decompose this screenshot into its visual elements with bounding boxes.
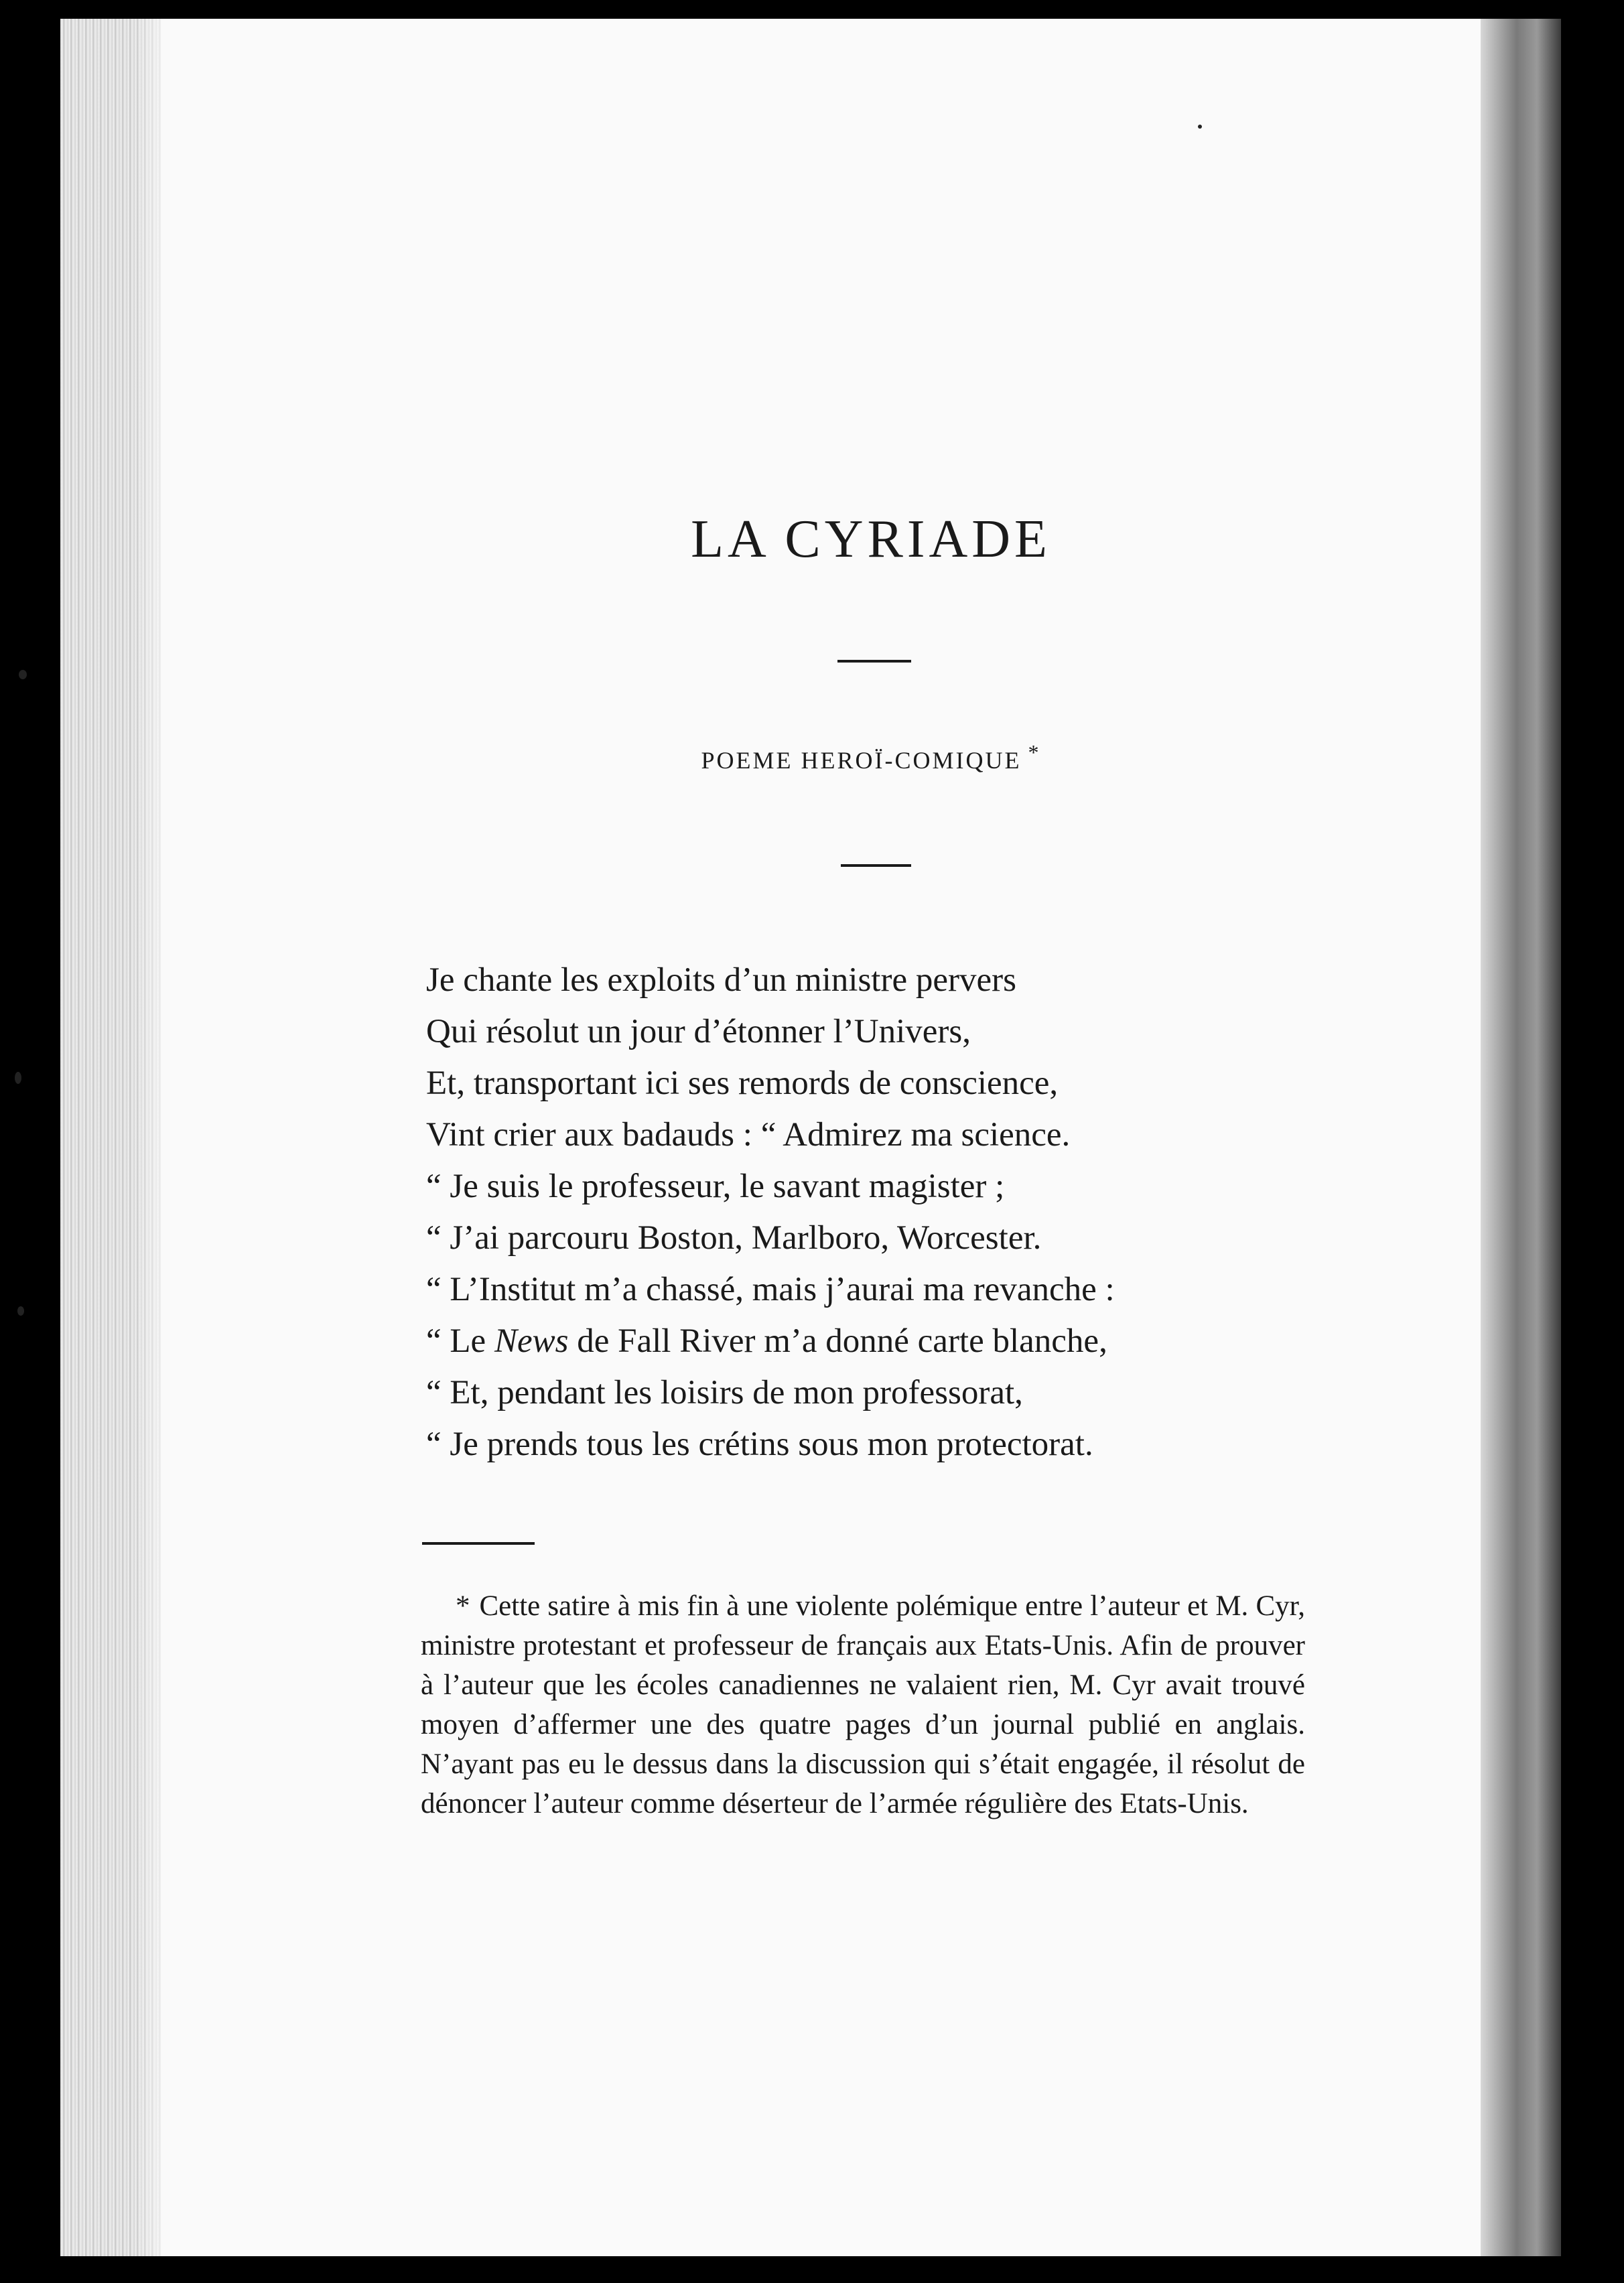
title-rule [837,660,911,663]
poem-line [426,1316,1297,1367]
poem-line: Et, transportant ici ses remords de conscience, [426,1064,1059,1102]
newspaper-title: News [494,1322,569,1360]
book-spine-shadow [1481,19,1561,2256]
footnote-text: Cette satire à mis fin à une violente polémique entre l’auteur et M. Cyr, ministre protestant et professeur de français aux Etats-Unis. Afin de prouver à l’auteur que les écoles canadiennes ne valaient rien, M. Cyr avait trouvé moyen d’affermer une des quatre pages d’un journal publié en anglais. N’ayant pas eu le dessus dans la discussion qui s’était engagée, il résolut de dénoncer l’auteur comme déserteur de l’armée régulière des Etats-Unis. [421,1590,1305,1819]
page-edges-fade [134,19,174,2256]
subtitle-text: POEME HEROÏ-COMIQUE [701,747,1022,774]
footnote-rule [422,1542,535,1545]
footnote-reference-mark: * [1028,740,1041,764]
subtitle [0,740,1624,774]
footnote [421,1586,1305,1823]
poem-line: Vint crier aux badauds : “ Admirez ma science. [426,1116,1071,1154]
poem [426,955,1297,1470]
scan-speck [19,670,27,679]
page-title: LA CYRIADE [691,510,1051,569]
poem-line: “ Je prends tous les crétins sous mon protectorat. [426,1426,1093,1463]
poem-line: “ L’Institut m’a chassé, mais j’aurai ma revanche : [426,1271,1115,1308]
poem-line: “ Je suis le professeur, le savant magister ; [426,1168,1005,1205]
scan-speck [17,1306,24,1316]
poem-line: Je chante les exploits d’un ministre pervers [426,961,1016,999]
poem-line-start: “ Le [426,1322,494,1360]
subtitle-rule [841,864,911,867]
footnote-mark: * [456,1590,470,1622]
scan-speck [1198,125,1202,129]
scan-speck [15,1072,21,1084]
poem-line: “ J’ai parcouru Boston, Marlboro, Worcester. [426,1219,1042,1257]
poem-line-end: de Fall River m’a donné carte blanche, [568,1322,1107,1360]
poem-line: “ Et, pendant les loisirs de mon professorat, [426,1374,1023,1411]
poem-line: Qui résolut un jour d’étonner l’Univers, [426,1013,971,1050]
